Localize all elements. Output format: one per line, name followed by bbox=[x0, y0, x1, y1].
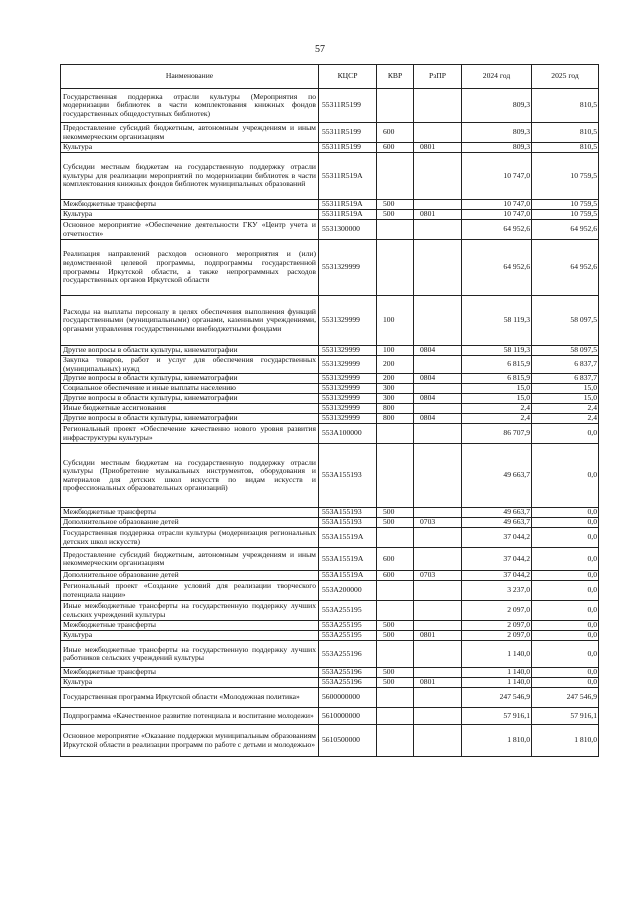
cell-kcsr: 553A255196 bbox=[319, 641, 377, 668]
cell-kcsr: 5531300000 bbox=[319, 220, 377, 240]
header-rzpr: РзПР bbox=[414, 65, 462, 89]
cell-value-2024: 809,3 bbox=[462, 89, 532, 123]
cell-name: Культура bbox=[61, 631, 319, 641]
cell-value-2025: 0,0 bbox=[532, 641, 599, 668]
cell-kcsr: 5600000000 bbox=[319, 688, 377, 708]
cell-value-2024: 15,0 bbox=[462, 394, 532, 404]
cell-value-2025: 0,0 bbox=[532, 601, 599, 621]
cell-value-2025: 15,0 bbox=[532, 394, 599, 404]
table-header-row bbox=[61, 65, 599, 89]
table-row bbox=[61, 220, 599, 240]
table-row bbox=[61, 631, 599, 641]
cell-kcsr: 553A15519A bbox=[319, 548, 377, 571]
table-row bbox=[61, 404, 599, 414]
cell-value-2025: 64 952,6 bbox=[532, 220, 599, 240]
cell-value-2024: 49 663,7 bbox=[462, 508, 532, 518]
cell-kvr: 800 bbox=[377, 404, 414, 414]
cell-name: Предоставление субсидий бюджетным, автономным учреждениям и иным некоммерческим организациям bbox=[61, 548, 319, 571]
cell-kcsr: 5531329999 bbox=[319, 414, 377, 424]
cell-rzpr: 0703 bbox=[414, 518, 462, 528]
cell-kvr: 500 bbox=[377, 631, 414, 641]
cell-kcsr: 5531329999 bbox=[319, 394, 377, 404]
cell-value-2024: 15,0 bbox=[462, 384, 532, 394]
cell-rzpr: 0804 bbox=[414, 414, 462, 424]
cell-name: Социальное обеспечение и иные выплаты населению bbox=[61, 384, 319, 394]
cell-value-2025: 0,0 bbox=[532, 508, 599, 518]
cell-rzpr bbox=[414, 240, 462, 296]
cell-name: Подпрограмма «Качественное развитие потенциала и воспитание молодежи» bbox=[61, 708, 319, 725]
cell-rzpr: 0804 bbox=[414, 394, 462, 404]
cell-value-2024: 1 140,0 bbox=[462, 668, 532, 678]
cell-value-2025: 10 759,5 bbox=[532, 200, 599, 210]
cell-value-2024: 1 140,0 bbox=[462, 678, 532, 688]
cell-name: Другие вопросы в области культуры, кинематографии bbox=[61, 394, 319, 404]
cell-name: Иные межбюджетные трансферты на государственную поддержку лучших работников сельских учреждений культуры bbox=[61, 641, 319, 668]
table-row bbox=[61, 153, 599, 200]
cell-kcsr: 553A200000 bbox=[319, 581, 377, 601]
table-body bbox=[61, 89, 599, 757]
cell-kvr: 600 bbox=[377, 143, 414, 153]
table-row bbox=[61, 414, 599, 424]
cell-value-2024: 6 815,9 bbox=[462, 374, 532, 384]
cell-name: Государственная поддержка отрасли культуры (Мероприятия по модернизации библиотек в части комплектования книжных фондов государственных общедоступных библиотек) bbox=[61, 89, 319, 123]
cell-value-2025: 247 546,9 bbox=[532, 688, 599, 708]
cell-value-2024: 58 119,3 bbox=[462, 296, 532, 346]
cell-name: Межбюджетные трансферты bbox=[61, 200, 319, 210]
cell-kcsr: 55311R5199 bbox=[319, 143, 377, 153]
cell-kcsr: 553A255196 bbox=[319, 678, 377, 688]
cell-value-2025: 1 810,0 bbox=[532, 725, 599, 757]
cell-value-2025: 0,0 bbox=[532, 621, 599, 631]
cell-kvr bbox=[377, 528, 414, 548]
cell-kvr bbox=[377, 688, 414, 708]
table-row bbox=[61, 528, 599, 548]
cell-kcsr: 553A255196 bbox=[319, 668, 377, 678]
cell-value-2025: 10 759,5 bbox=[532, 210, 599, 220]
cell-name: Иные межбюджетные трансферты на государственную поддержку лучших сельских учреждений культуры bbox=[61, 601, 319, 621]
cell-value-2025: 0,0 bbox=[532, 548, 599, 571]
cell-value-2024: 1 140,0 bbox=[462, 641, 532, 668]
cell-kvr: 500 bbox=[377, 621, 414, 631]
cell-value-2025: 64 952,6 bbox=[532, 240, 599, 296]
cell-value-2024: 37 044,2 bbox=[462, 548, 532, 571]
cell-kvr: 600 bbox=[377, 548, 414, 571]
table-row bbox=[61, 708, 599, 725]
cell-rzpr bbox=[414, 668, 462, 678]
cell-name: Культура bbox=[61, 143, 319, 153]
cell-value-2024: 2 097,0 bbox=[462, 631, 532, 641]
cell-kcsr: 55311R5199 bbox=[319, 89, 377, 123]
cell-rzpr: 0801 bbox=[414, 631, 462, 641]
cell-name: Расходы на выплаты персоналу в целях обеспечения выполнения функций государственными (муниципальными) органами, казенными учреждениями, органами управления государственными внебюджетными фондами bbox=[61, 296, 319, 346]
cell-value-2025: 0,0 bbox=[532, 424, 599, 444]
cell-value-2024: 64 952,6 bbox=[462, 240, 532, 296]
cell-name: Предоставление субсидий бюджетным, автономным учреждениям и иным некоммерческим организациям bbox=[61, 123, 319, 143]
cell-name: Другие вопросы в области культуры, кинематографии bbox=[61, 346, 319, 356]
table-row bbox=[61, 688, 599, 708]
cell-kvr: 600 bbox=[377, 571, 414, 581]
cell-name: Другие вопросы в области культуры, кинематографии bbox=[61, 374, 319, 384]
cell-value-2025: 2,4 bbox=[532, 414, 599, 424]
cell-value-2025: 57 916,1 bbox=[532, 708, 599, 725]
cell-name: Культура bbox=[61, 210, 319, 220]
table-row bbox=[61, 548, 599, 571]
budget-table bbox=[60, 64, 599, 757]
cell-kcsr: 5531329999 bbox=[319, 404, 377, 414]
table-row bbox=[61, 571, 599, 581]
cell-kcsr: 55311R5199 bbox=[319, 123, 377, 143]
cell-value-2024: 809,3 bbox=[462, 123, 532, 143]
header-2024: 2024 год bbox=[462, 65, 532, 89]
table-row bbox=[61, 240, 599, 296]
cell-name: Основное мероприятие «Обеспечение деятельности ГКУ «Центр учета и отчетности» bbox=[61, 220, 319, 240]
page-number: 57 bbox=[315, 44, 325, 55]
cell-kcsr: 553A100000 bbox=[319, 424, 377, 444]
header-2025: 2025 год bbox=[532, 65, 599, 89]
cell-rzpr: 0801 bbox=[414, 143, 462, 153]
header-kcsr: КЦСР bbox=[319, 65, 377, 89]
cell-kvr: 300 bbox=[377, 384, 414, 394]
table-row bbox=[61, 296, 599, 346]
cell-kvr bbox=[377, 220, 414, 240]
cell-kvr: 500 bbox=[377, 210, 414, 220]
cell-kvr bbox=[377, 424, 414, 444]
cell-rzpr bbox=[414, 89, 462, 123]
cell-rzpr bbox=[414, 508, 462, 518]
table-row bbox=[61, 601, 599, 621]
cell-name: Межбюджетные трансферты bbox=[61, 508, 319, 518]
cell-value-2024: 10 747,0 bbox=[462, 210, 532, 220]
cell-kcsr: 553A155193 bbox=[319, 444, 377, 508]
cell-kvr: 300 bbox=[377, 394, 414, 404]
table-row bbox=[61, 641, 599, 668]
cell-kcsr: 553A155193 bbox=[319, 518, 377, 528]
cell-value-2025: 0,0 bbox=[532, 678, 599, 688]
table-row bbox=[61, 725, 599, 757]
cell-kvr: 100 bbox=[377, 296, 414, 346]
table-row bbox=[61, 123, 599, 143]
table-row bbox=[61, 356, 599, 374]
cell-value-2025: 10 759,5 bbox=[532, 153, 599, 200]
cell-rzpr bbox=[414, 725, 462, 757]
cell-rzpr bbox=[414, 424, 462, 444]
cell-value-2025: 58 097,5 bbox=[532, 346, 599, 356]
cell-rzpr bbox=[414, 404, 462, 414]
cell-kvr: 600 bbox=[377, 123, 414, 143]
cell-kvr: 500 bbox=[377, 508, 414, 518]
cell-rzpr bbox=[414, 444, 462, 508]
cell-value-2024: 2,4 bbox=[462, 404, 532, 414]
cell-kcsr: 553A255195 bbox=[319, 621, 377, 631]
cell-kcsr: 5531329999 bbox=[319, 356, 377, 374]
cell-kvr bbox=[377, 725, 414, 757]
cell-value-2025: 0,0 bbox=[532, 631, 599, 641]
cell-rzpr: 0804 bbox=[414, 374, 462, 384]
cell-rzpr bbox=[414, 581, 462, 601]
cell-kcsr: 5610000000 bbox=[319, 708, 377, 725]
cell-value-2024: 37 044,2 bbox=[462, 571, 532, 581]
cell-name: Реализация направлений расходов основного мероприятия и (или) ведомственной целевой программы, подпрограммы государственной программы Иркутской области, а также непрограммных расходов государственных органов Иркутской области bbox=[61, 240, 319, 296]
cell-value-2024: 2,4 bbox=[462, 414, 532, 424]
cell-rzpr bbox=[414, 548, 462, 571]
cell-value-2024: 57 916,1 bbox=[462, 708, 532, 725]
cell-kvr bbox=[377, 240, 414, 296]
cell-name: Государственная программа Иркутской области «Молодежная политика» bbox=[61, 688, 319, 708]
cell-kvr: 200 bbox=[377, 374, 414, 384]
cell-rzpr bbox=[414, 601, 462, 621]
cell-kcsr: 553A155193 bbox=[319, 508, 377, 518]
cell-name: Региональный проект «Обеспечение качественно нового уровня развития инфраструктуры культуры» bbox=[61, 424, 319, 444]
cell-kcsr: 5531329999 bbox=[319, 240, 377, 296]
cell-kvr: 500 bbox=[377, 200, 414, 210]
cell-rzpr bbox=[414, 641, 462, 668]
cell-value-2024: 86 707,9 bbox=[462, 424, 532, 444]
cell-value-2025: 0,0 bbox=[532, 518, 599, 528]
cell-value-2024: 10 747,0 bbox=[462, 153, 532, 200]
cell-kcsr: 5610500000 bbox=[319, 725, 377, 757]
cell-name: Субсидии местным бюджетам на государственную поддержку отрасли культуры (Приобретение музыкальных инструментов, оборудования и материалов для детских школ искусств по видам искусств и профессиональных образовательных организаций) bbox=[61, 444, 319, 508]
cell-value-2024: 58 119,3 bbox=[462, 346, 532, 356]
cell-name: Культура bbox=[61, 678, 319, 688]
cell-name: Региональный проект «Создание условий для реализации творческого потенциала нации» bbox=[61, 581, 319, 601]
header-name: Наименование bbox=[61, 65, 319, 89]
cell-value-2024: 809,3 bbox=[462, 143, 532, 153]
cell-kcsr: 553A255195 bbox=[319, 601, 377, 621]
header-kvr: КВР bbox=[377, 65, 414, 89]
cell-rzpr bbox=[414, 384, 462, 394]
cell-value-2025: 2,4 bbox=[532, 404, 599, 414]
cell-kvr bbox=[377, 641, 414, 668]
cell-rzpr bbox=[414, 220, 462, 240]
cell-value-2025: 0,0 bbox=[532, 528, 599, 548]
cell-name: Межбюджетные трансферты bbox=[61, 621, 319, 631]
cell-value-2025: 15,0 bbox=[532, 384, 599, 394]
cell-rzpr bbox=[414, 621, 462, 631]
cell-name: Основное мероприятие «Оказание поддержки муниципальным образованиям Иркутской области в реализации программ по работе с детьми и молодежью» bbox=[61, 725, 319, 757]
cell-value-2025: 6 837,7 bbox=[532, 374, 599, 384]
cell-kvr bbox=[377, 581, 414, 601]
cell-rzpr: 0804 bbox=[414, 346, 462, 356]
cell-kvr bbox=[377, 708, 414, 725]
cell-name: Другие вопросы в области культуры, кинематографии bbox=[61, 414, 319, 424]
cell-rzpr bbox=[414, 200, 462, 210]
cell-value-2025: 58 097,5 bbox=[532, 296, 599, 346]
cell-name: Государственная поддержка отрасли культуры (модернизация региональных детских школ искусств) bbox=[61, 528, 319, 548]
cell-value-2024: 49 663,7 bbox=[462, 444, 532, 508]
cell-value-2025: 0,0 bbox=[532, 571, 599, 581]
cell-kvr: 800 bbox=[377, 414, 414, 424]
cell-kcsr: 553A255195 bbox=[319, 631, 377, 641]
table-row bbox=[61, 394, 599, 404]
cell-name: Дополнительное образование детей bbox=[61, 571, 319, 581]
table-row bbox=[61, 444, 599, 508]
cell-rzpr bbox=[414, 123, 462, 143]
cell-rzpr bbox=[414, 153, 462, 200]
cell-value-2024: 2 097,0 bbox=[462, 621, 532, 631]
cell-kvr: 500 bbox=[377, 518, 414, 528]
table-row bbox=[61, 89, 599, 123]
cell-kcsr: 55311R519A bbox=[319, 153, 377, 200]
table-row bbox=[61, 678, 599, 688]
table-row bbox=[61, 384, 599, 394]
table-row bbox=[61, 668, 599, 678]
cell-kvr: 200 bbox=[377, 356, 414, 374]
cell-value-2025: 0,0 bbox=[532, 581, 599, 601]
table-row bbox=[61, 621, 599, 631]
cell-rzpr bbox=[414, 708, 462, 725]
cell-value-2025: 0,0 bbox=[532, 668, 599, 678]
cell-rzpr bbox=[414, 296, 462, 346]
cell-value-2025: 0,0 bbox=[532, 444, 599, 508]
cell-value-2024: 49 663,7 bbox=[462, 518, 532, 528]
cell-name: Межбюджетные трансферты bbox=[61, 668, 319, 678]
cell-rzpr: 0801 bbox=[414, 678, 462, 688]
table-row bbox=[61, 210, 599, 220]
cell-kcsr: 5531329999 bbox=[319, 346, 377, 356]
table-row bbox=[61, 424, 599, 444]
cell-name: Субсидии местным бюджетам на государственную поддержку отрасли культуры для реализации мероприятий по модернизации библиотек в части комплектования книжных фондов библиотек муниципальных образований bbox=[61, 153, 319, 200]
table-row bbox=[61, 143, 599, 153]
table-row bbox=[61, 581, 599, 601]
table-row bbox=[61, 374, 599, 384]
cell-kcsr: 553A15519A bbox=[319, 528, 377, 548]
cell-kvr bbox=[377, 601, 414, 621]
cell-kvr bbox=[377, 153, 414, 200]
cell-value-2024: 3 237,0 bbox=[462, 581, 532, 601]
cell-value-2024: 10 747,0 bbox=[462, 200, 532, 210]
cell-name: Закупка товаров, работ и услуг для обеспечения государственных (муниципальных) нужд bbox=[61, 356, 319, 374]
cell-value-2025: 810,5 bbox=[532, 143, 599, 153]
cell-kvr: 100 bbox=[377, 346, 414, 356]
cell-value-2024: 37 044,2 bbox=[462, 528, 532, 548]
cell-rzpr bbox=[414, 356, 462, 374]
cell-kcsr: 5531329999 bbox=[319, 374, 377, 384]
cell-kcsr: 553A15519A bbox=[319, 571, 377, 581]
cell-name: Дополнительное образование детей bbox=[61, 518, 319, 528]
cell-name: Иные бюджетные ассигнования bbox=[61, 404, 319, 414]
cell-value-2025: 6 837,7 bbox=[532, 356, 599, 374]
cell-kcsr: 5531329999 bbox=[319, 296, 377, 346]
table-row bbox=[61, 200, 599, 210]
table-row bbox=[61, 508, 599, 518]
cell-value-2024: 64 952,6 bbox=[462, 220, 532, 240]
cell-value-2024: 247 546,9 bbox=[462, 688, 532, 708]
cell-value-2024: 2 097,0 bbox=[462, 601, 532, 621]
cell-kvr bbox=[377, 444, 414, 508]
cell-kvr: 500 bbox=[377, 678, 414, 688]
cell-kvr bbox=[377, 89, 414, 123]
cell-value-2024: 6 815,9 bbox=[462, 356, 532, 374]
cell-rzpr bbox=[414, 688, 462, 708]
cell-kcsr: 5531329999 bbox=[319, 384, 377, 394]
cell-kvr: 500 bbox=[377, 668, 414, 678]
cell-kcsr: 55311R519A bbox=[319, 210, 377, 220]
cell-rzpr bbox=[414, 528, 462, 548]
cell-rzpr: 0801 bbox=[414, 210, 462, 220]
cell-value-2024: 1 810,0 bbox=[462, 725, 532, 757]
cell-value-2025: 810,5 bbox=[532, 89, 599, 123]
cell-kcsr: 55311R519A bbox=[319, 200, 377, 210]
cell-value-2025: 810,5 bbox=[532, 123, 599, 143]
table-row bbox=[61, 518, 599, 528]
cell-rzpr: 0703 bbox=[414, 571, 462, 581]
table-row bbox=[61, 346, 599, 356]
